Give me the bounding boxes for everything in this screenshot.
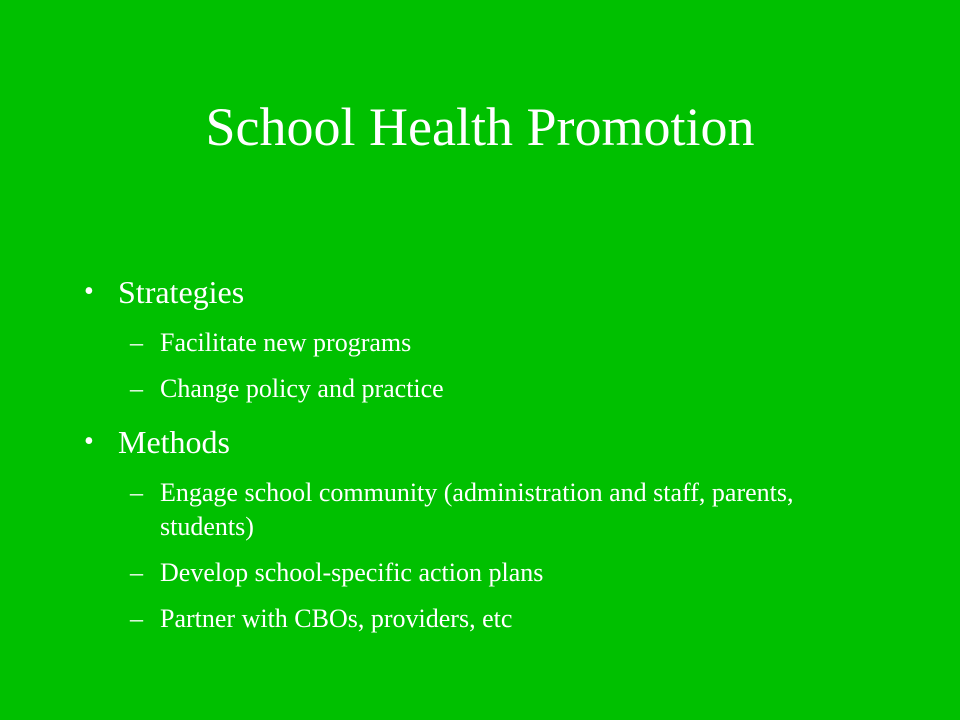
list-item-text: Engage school community (administration and staff, parents, students) (160, 478, 794, 541)
bullet-strategies (84, 270, 884, 314)
list-item (84, 326, 884, 360)
list-item-text: Develop school-specific action plans (160, 558, 544, 587)
dash-icon: – (130, 558, 143, 587)
dash-icon: – (130, 604, 143, 633)
dash-icon: – (130, 374, 143, 403)
list-item-text: Partner with CBOs, providers, etc (160, 604, 513, 633)
dash-icon: – (130, 478, 143, 507)
slide-title: School Health Promotion (205, 97, 755, 157)
bullet-methods (84, 420, 884, 464)
bullet-icon: • (84, 276, 94, 307)
section-heading: Methods (118, 424, 230, 460)
list-item-text: Facilitate new programs (160, 328, 412, 357)
list-item (84, 556, 884, 590)
strategies-list (84, 326, 884, 406)
list-item (84, 476, 884, 544)
section-heading: Strategies (118, 274, 245, 310)
list-item (84, 602, 884, 636)
list-item-text: Change policy and practice (160, 374, 444, 403)
bullet-icon: • (84, 426, 94, 457)
dash-icon: – (130, 328, 143, 357)
methods-list (84, 476, 884, 636)
slide-body (84, 270, 884, 636)
list-item (84, 372, 884, 406)
